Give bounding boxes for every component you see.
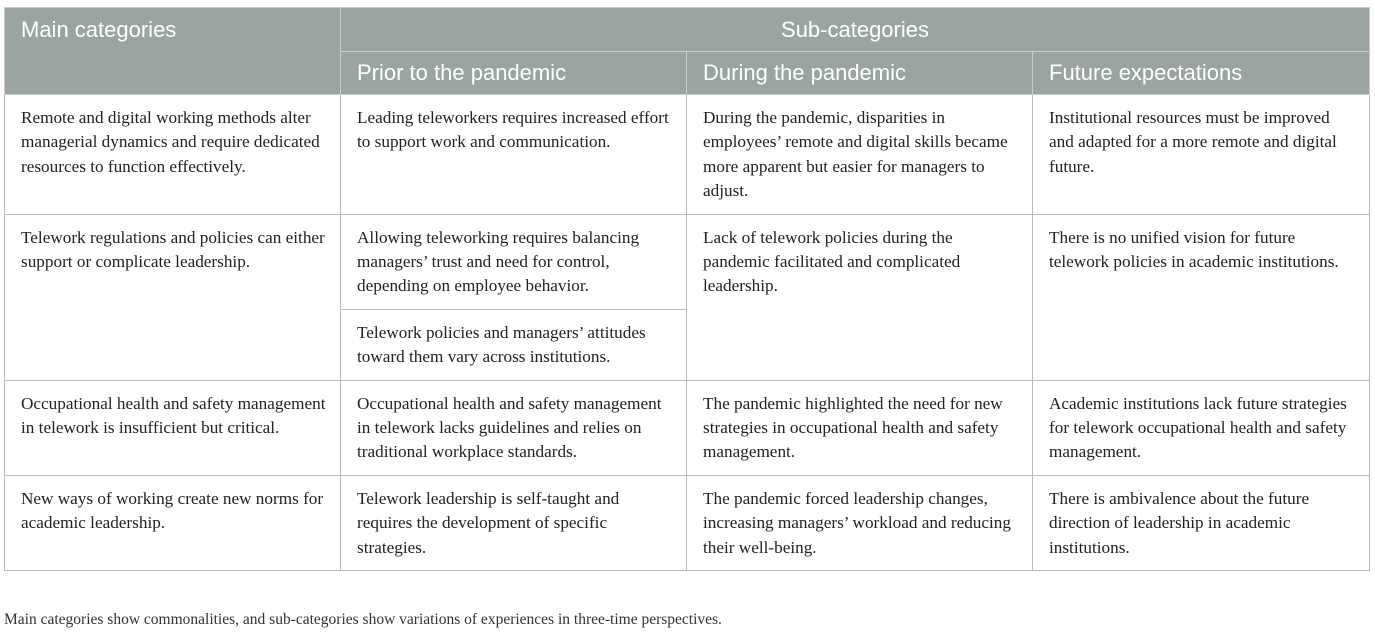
prior-cell: Telework leadership is self-taught and requires the development of specific strategies.	[341, 475, 687, 570]
main-categories-header: Main categories	[5, 8, 341, 95]
table-footnote: Main categories show commonalities, and sub-categories show variations of experiences in three-time perspectives.	[4, 611, 722, 628]
categories-table	[4, 7, 1370, 571]
table-body	[5, 95, 1370, 571]
header-row-top	[5, 8, 1370, 52]
prior-cell: Allowing teleworking requires balancing managers’ trust and need for control, depending on employee behavior.	[341, 214, 687, 309]
prior-cell: Occupational health and safety management in telework lacks guidelines and relies on traditional workplace standards.	[341, 380, 687, 475]
main-category-cell: Occupational health and safety management in telework is insufficient but critical.	[5, 380, 341, 475]
table-header	[5, 8, 1370, 95]
period-header-during: During the pandemic	[687, 52, 1033, 95]
during-cell: During the pandemic, disparities in employees’ remote and digital skills became more apparent but easier for managers to adjust.	[687, 95, 1033, 215]
future-cell: Academic institutions lack future strategies for telework occupational health and safety management.	[1033, 380, 1370, 475]
sub-categories-header: Sub-categories	[341, 8, 1370, 52]
prior-cell: Telework policies and managers’ attitudes toward them vary across institutions.	[341, 309, 687, 380]
main-category-cell: Remote and digital working methods alter managerial dynamics and require dedicated resources to function effectively.	[5, 95, 341, 215]
future-cell: There is ambivalence about the future direction of leadership in academic institutions.	[1033, 475, 1370, 570]
categories-table-container	[4, 7, 1369, 571]
table-row	[5, 380, 1370, 475]
table-row	[5, 214, 1370, 309]
period-header-prior: Prior to the pandemic	[341, 52, 687, 95]
future-cell: There is no unified vision for future telework policies in academic institutions.	[1033, 214, 1370, 380]
main-category-cell: New ways of working create new norms for academic leadership.	[5, 475, 341, 570]
during-cell: Lack of telework policies during the pandemic facilitated and complicated leadership.	[687, 214, 1033, 380]
period-header-future: Future expectations	[1033, 52, 1370, 95]
main-category-cell: Telework regulations and policies can either support or complicate leadership.	[5, 214, 341, 380]
during-cell: The pandemic forced leadership changes, increasing managers’ workload and reducing their well-being.	[687, 475, 1033, 570]
during-cell: The pandemic highlighted the need for new strategies in occupational health and safety management.	[687, 380, 1033, 475]
prior-cell: Leading teleworkers requires increased effort to support work and communication.	[341, 95, 687, 215]
table-row	[5, 95, 1370, 215]
future-cell: Institutional resources must be improved and adapted for a more remote and digital future.	[1033, 95, 1370, 215]
table-row	[5, 475, 1370, 570]
